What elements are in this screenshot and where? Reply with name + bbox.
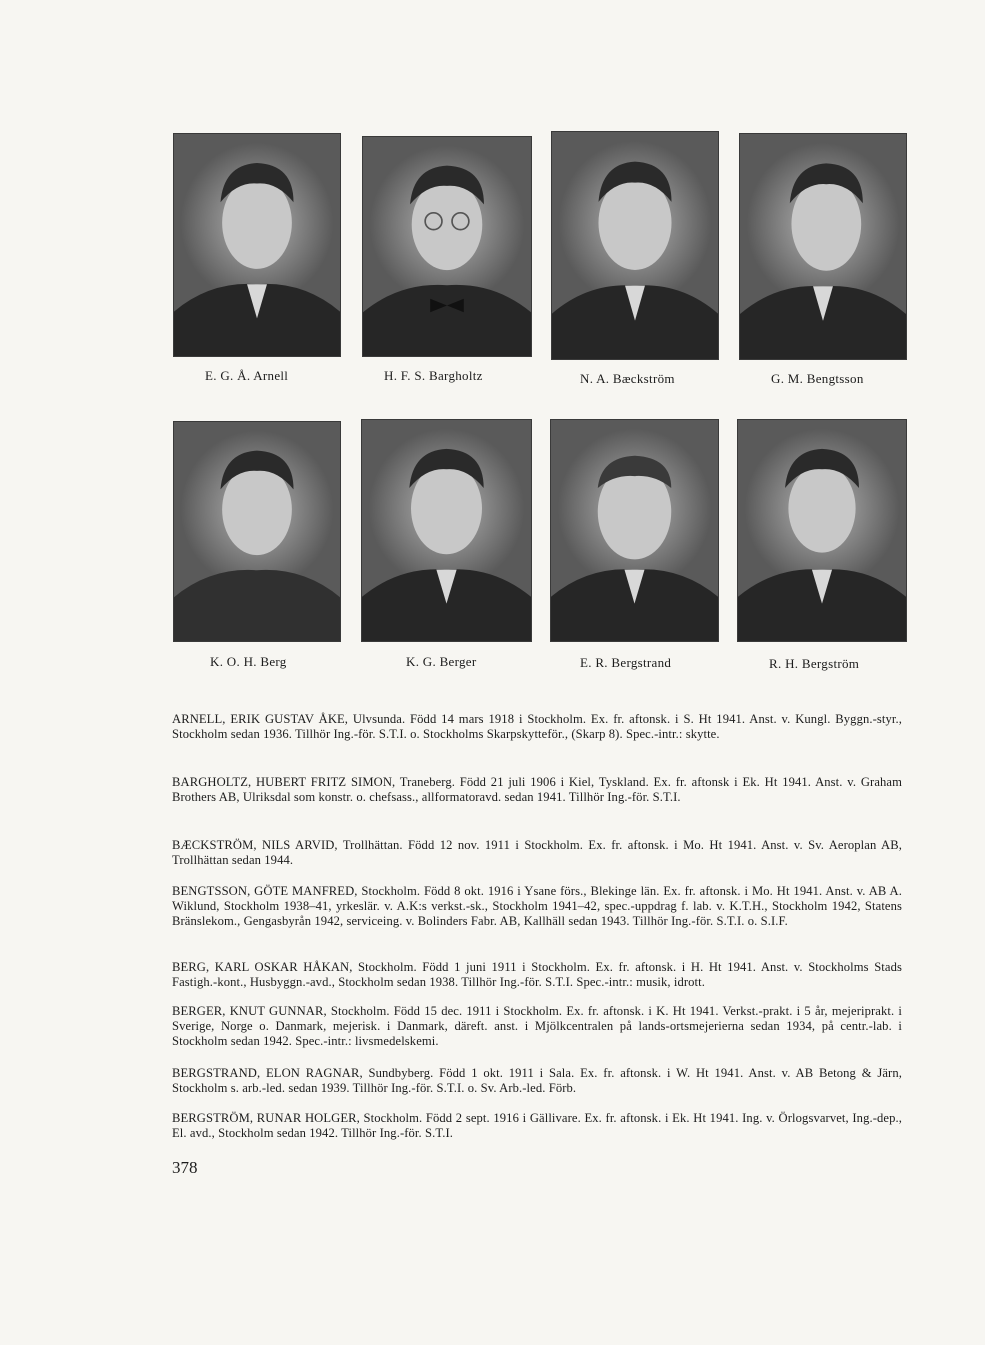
portrait-caption: K. O. H. Berg [210,654,287,669]
portrait-caption: E. R. Bergstrand [580,655,672,670]
portrait-photo-bargholtz [362,136,532,357]
bio-entry-baeckstrom: BÆCKSTRÖM, NILS ARVID, Trollhättan. Född 12 nov. 1911 i Stockholm. Ex. fr. aftonsk. i Mo. Ht 1941. Anst. v. Sv. Aeroplan AB, Trollhättan sedan 1944. [172,838,902,868]
portrait-photo-baeckstrom [551,131,719,360]
bio-entry-berg: BERG, KARL OSKAR HÅKAN, Stockholm. Född 1 juni 1911 i Stockholm. Ex. fr. aftonsk. i H. Ht 1941. Anst. v. Stockholms Stads Fastigh.-kont., Husbyggn.-avd., Stockholm sedan 1938. Tillhör Ing.-för. S.T.I. Spec.-intr.: musik, idrott. [172,960,902,990]
portrait-photo-bengtsson [739,133,907,360]
portrait-photo-bergstrand [550,419,719,642]
bio-entry-berger: BERGER, KNUT GUNNAR, Stockholm. Född 15 dec. 1911 i Stockholm. Ex. fr. aftonsk. i K. Ht 1941. Verkst.-prakt. i 5 år, mejeriprakt. i Sverige, Norge o. Danmark, mejerisk. i Danmark, däreft. anst. i Mjölkcentralen på lands-ortsmejerierna sedan 1934, på centr.-lab. i Stockholm sedan 1942. Spec.-intr.: livsmedelskemi. [172,1004,902,1049]
portrait-caption: G. M. Bengtsson [771,371,864,386]
portrait-caption: E. G. Å. Arnell [205,368,289,383]
page-number: 378 [172,1158,198,1177]
portrait-photo-berg [173,421,341,642]
portrait-caption: N. A. Bæckström [580,371,675,386]
portrait-photo-berger [361,419,532,642]
bio-entry-bergstrom: BERGSTRÖM, RUNAR HOLGER, Stockholm. Född 2 sept. 1916 i Gällivare. Ex. fr. aftonsk. i Ek. Ht 1941. Ing. v. Örlogsvarvet, Ing.-dep., El. avd., Stockholm sedan 1942. Tillhör Ing.-för. S.T.I. [172,1111,902,1141]
portrait-photo-bergstrom [737,419,907,642]
bio-entry-bergstrand: BERGSTRAND, ELON RAGNAR, Sundbyberg. Född 1 okt. 1911 i Sala. Ex. fr. aftonsk. i W. Ht 1941. Anst. v. AB Betong & Järn, Stockholm s. arb.-led. sedan 1939. Tillhör Ing.-för. S.T.I. o. Sv. Arb.-led. Förb. [172,1066,902,1096]
bio-entry-bargholtz: BARGHOLTZ, HUBERT FRITZ SIMON, Traneberg. Född 21 juli 1906 i Kiel, Tyskland. Ex. fr. aftonsk i Ek. Ht 1941. Anst. v. Graham Brothers AB, Ulriksdal som konstr. o. chefsass., allformatoravd. sedan 1941. Tillhör Ing.-för. S.T.I. [172,775,902,805]
bio-entry-arnell: ARNELL, ERIK GUSTAV ÅKE, Ulvsunda. Född 14 mars 1918 i Stockholm. Ex. fr. aftonsk. i S. Ht 1941. Anst. v. Kungl. Byggn.-styr., Stockholm sedan 1936. Tillhör Ing.-för. S.T.I. o. Stockholms Skarpskytteför., (Skarp 8). Spec.-intr.: skytte. [172,712,902,742]
portrait-caption: R. H. Bergström [769,656,860,671]
portrait-caption: K. G. Berger [406,654,477,669]
portrait-caption: H. F. S. Bargholtz [384,368,483,383]
bio-entry-bengtsson: BENGTSSON, GÖTE MANFRED, Stockholm. Född 8 okt. 1916 i Ysane förs., Blekinge län. Ex. fr. aftonsk. i Mo. Ht 1941. Anst. v. AB A. Wiklund, Stockholm 1938–41, yrkeslär. v. A.K:s verkst.-sk., Stockholm 1941–42, spec.-uppdrag f. lab. v. K.T.H., Stockholm 1942, Statens Bränslekom., Gengasbyrån 1942, serviceing. v. Bolinders Fabr. AB, Kallhäll sedan 1943. Tillhör Ing.-för. S.T.I. o. S.I.F. [172,884,902,929]
portrait-photo-arnell [173,133,341,357]
